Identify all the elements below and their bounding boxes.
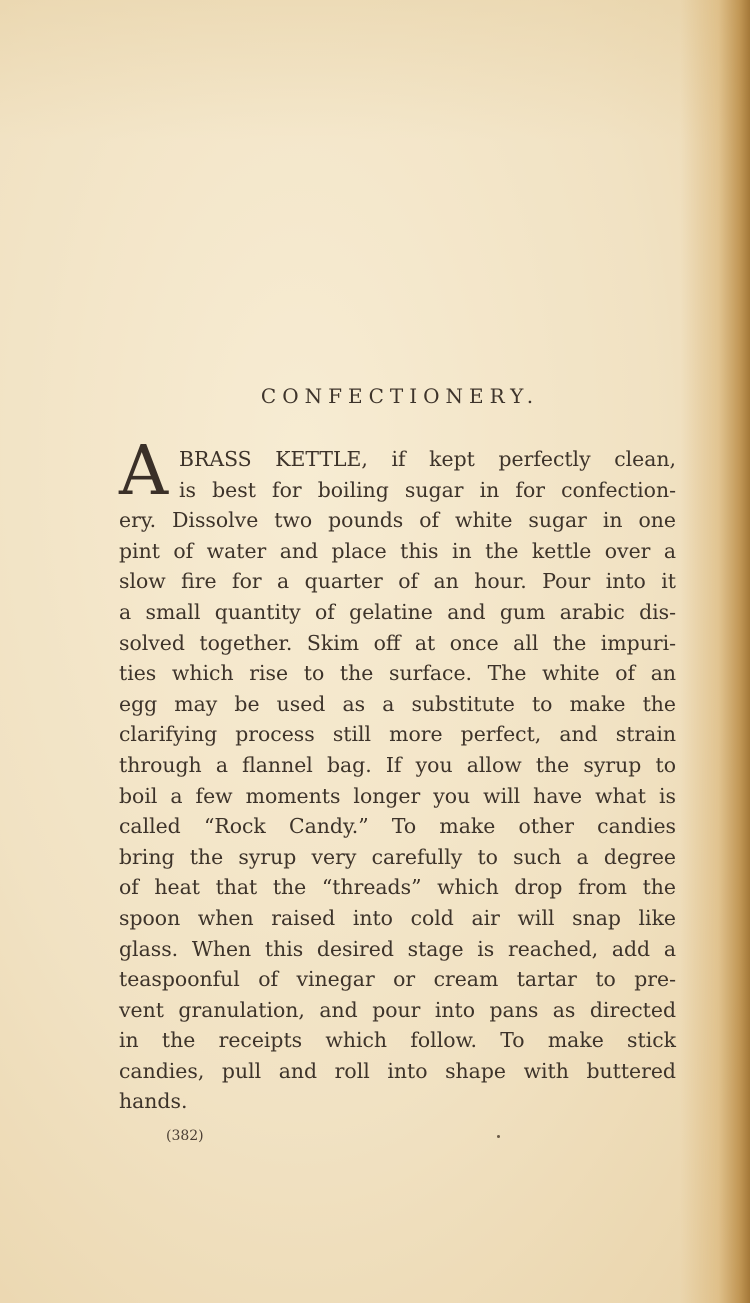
text-line: teaspoonful of vinegar or cream tartar to pre- xyxy=(119,967,676,992)
text-line: egg may be used as a substitute to make the xyxy=(119,691,676,716)
text-line: ery. Dissolve two pounds of white sugar in one xyxy=(119,508,676,533)
text-line: slow fire for a quarter of an hour. Pour into it xyxy=(119,569,676,594)
text-line: bring the syrup very carefully to such a degree xyxy=(119,844,676,869)
text-line: of heat that the “threads” which drop from the xyxy=(119,875,676,900)
ink-speck xyxy=(497,1135,500,1138)
text-line: vent granulation, and pour into pans as directed xyxy=(119,997,676,1022)
text-line: ties which rise to the surface. The white of an xyxy=(119,661,676,686)
page-number: (382) xyxy=(166,1128,204,1144)
page-stain xyxy=(0,0,750,140)
drop-cap: A xyxy=(119,432,169,511)
text-line: in the receipts which follow. To make stick xyxy=(119,1028,676,1053)
body-paragraph xyxy=(119,444,676,1117)
chapter-heading: CONFECTIONERY. xyxy=(260,384,540,408)
page-edge-shading xyxy=(680,0,750,1303)
text-line: BRASS KETTLE, if kept perfectly clean, xyxy=(179,447,676,471)
text-line: pint of water and place this in the kettle over a xyxy=(119,538,676,563)
text-line: spoon when raised into cold air will snap like xyxy=(119,905,676,930)
text-line: through a flannel bag. If you allow the syrup to xyxy=(119,752,676,777)
text-line: a small quantity of gelatine and gum arabic dis- xyxy=(119,599,676,624)
text-line: boil a few moments longer you will have what is xyxy=(119,783,676,808)
text-line: candies, pull and roll into shape with buttered xyxy=(119,1058,676,1083)
text-line: glass. When this desired stage is reached, add a xyxy=(119,936,676,961)
text-line: is best for boiling sugar in for confection- xyxy=(179,477,676,502)
text-line: solved together. Skim off at once all the impuri- xyxy=(119,630,676,655)
text-line: hands. xyxy=(119,1089,188,1114)
text-line: clarifying process still more perfect, and strain xyxy=(119,722,676,747)
text-line: called “Rock Candy.” To make other candies xyxy=(119,814,676,839)
